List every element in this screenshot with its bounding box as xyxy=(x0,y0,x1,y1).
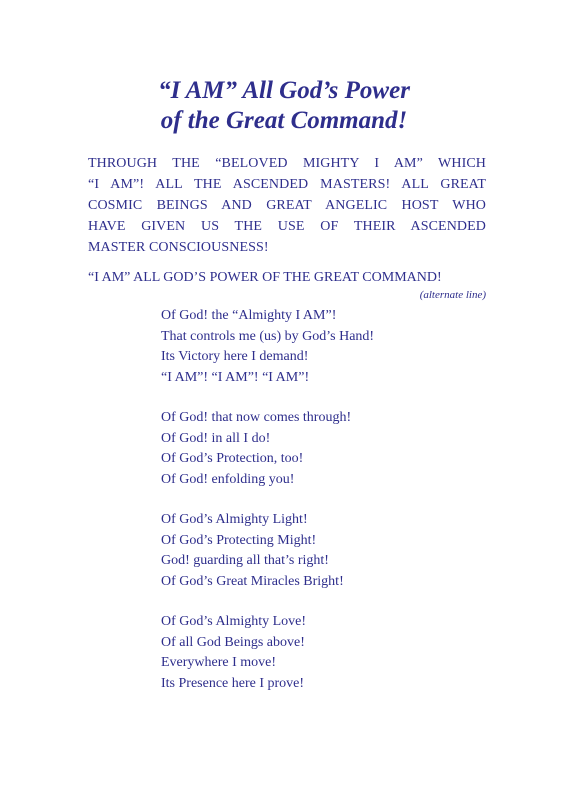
intro-paragraph xyxy=(88,153,486,258)
intro-line: THROUGH THE “BELOVED MIGHTY I AM” WHICH xyxy=(88,156,486,171)
verse-line: “I AM”! “I AM”! “I AM”! xyxy=(161,369,310,385)
page-title xyxy=(0,76,568,136)
verse-line: Of God’s Almighty Light! xyxy=(161,512,308,527)
verse-line: Of God! that now comes through! xyxy=(161,410,352,425)
stanza-2 xyxy=(161,408,481,490)
title-line-1: “I AM” All God’s Power xyxy=(158,77,410,104)
verse-line: Of God’s Great Miracles Bright! xyxy=(161,573,344,589)
verse-line: Of God! in all I do! xyxy=(161,430,271,446)
stanza-4 xyxy=(161,612,481,694)
intro-line: “I AM”! ALL THE ASCENDED MASTERS! ALL GREAT xyxy=(88,177,486,192)
command-line: “I AM” ALL GOD’S POWER OF THE GREAT COMMAND! xyxy=(88,270,442,285)
intro-line: MASTER CONSCIOUSNESS! xyxy=(88,240,269,255)
verse-line: Of God! enfolding you! xyxy=(161,471,295,487)
verses xyxy=(161,306,481,714)
verse-line: Of God’s Almighty Love! xyxy=(161,614,307,629)
verse-line: Its Presence here I prove! xyxy=(161,675,305,691)
verse-line: Of God! the “Almighty I AM”! xyxy=(161,308,337,323)
verse-line: Of God’s Protection, too! xyxy=(161,451,304,466)
intro-line: COSMIC BEINGS AND GREAT ANGELIC HOST WHO xyxy=(88,198,486,213)
title-line-2: of the Great Command! xyxy=(160,107,408,134)
stanza-3 xyxy=(161,510,481,592)
verse-line: God! guarding all that’s right! xyxy=(161,553,329,568)
verse-line: Of God’s Protecting Might! xyxy=(161,532,317,548)
intro-line: HAVE GIVEN US THE USE OF THEIR ASCENDED xyxy=(88,219,486,234)
verse-line: That controls me (us) by God’s Hand! xyxy=(161,328,375,344)
verse-line: Everywhere I move! xyxy=(161,655,277,670)
stanza-1 xyxy=(161,306,481,388)
verse-line: Its Victory here I demand! xyxy=(161,349,309,364)
verse-line: Of all God Beings above! xyxy=(161,634,305,650)
alternate-line-note: (alternate line) xyxy=(419,289,486,301)
